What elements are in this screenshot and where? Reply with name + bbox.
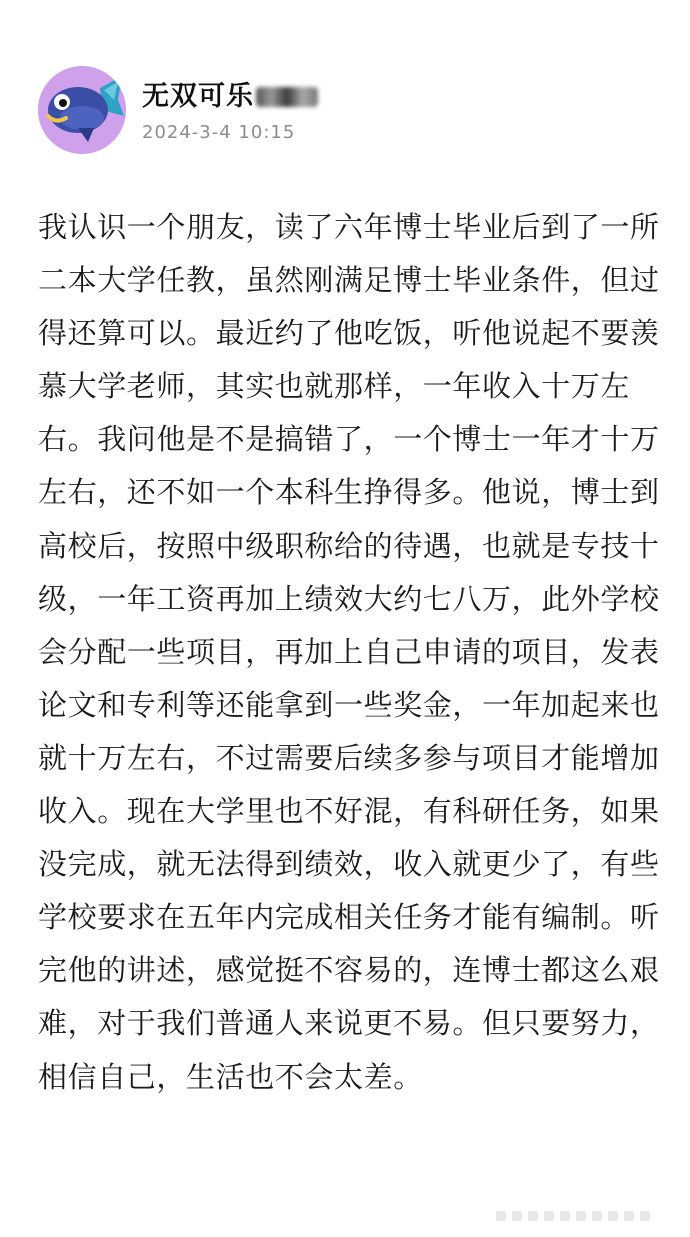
author-name[interactable] <box>142 74 318 113</box>
post-timestamp: 2024-3-4 10:15 <box>142 122 296 143</box>
cartoon-fish-avatar-icon <box>38 66 126 154</box>
avatar[interactable] <box>38 66 126 154</box>
post-header <box>38 66 638 156</box>
redacted-name-blur <box>256 87 318 107</box>
post-body-text: 我认识一个朋友，读了六年博士毕业后到了一所二本大学任教，虽然刚满足博士毕业条件，但过得还算可以。最近约了他吃饭，听他说起不要羡慕大学老师，其实也就那样，一年收入十万左右。我问他是不是搞错了，一个博士一年才十万左右，还不如一个本科生挣得多。他说，博士到高校后，按照中级职称给的待遇，也就是专技十级，一年工资再加上绩效大约七八万，此外学校会分配一些项目，再加上自己申请的项目，发表论文和专利等还能拿到一些奖金，一年加起来也就十万左右，不过需要后续多参与项目才能增加收入。现在大学里也不好混，有科研任务，如果没完成，就无法得到绩效，收入就更少了，有些学校要求在五年内完成相关任务才能有编制。听完他的讲述，感觉挺不容易的，连博士都这么艰难，对于我们普通人来说更不易。但只要努力，相信自己，生活也不会太差。 <box>38 210 660 1094</box>
author-name-text: 无双可乐 <box>142 81 254 112</box>
watermark-dots <box>496 1211 650 1221</box>
